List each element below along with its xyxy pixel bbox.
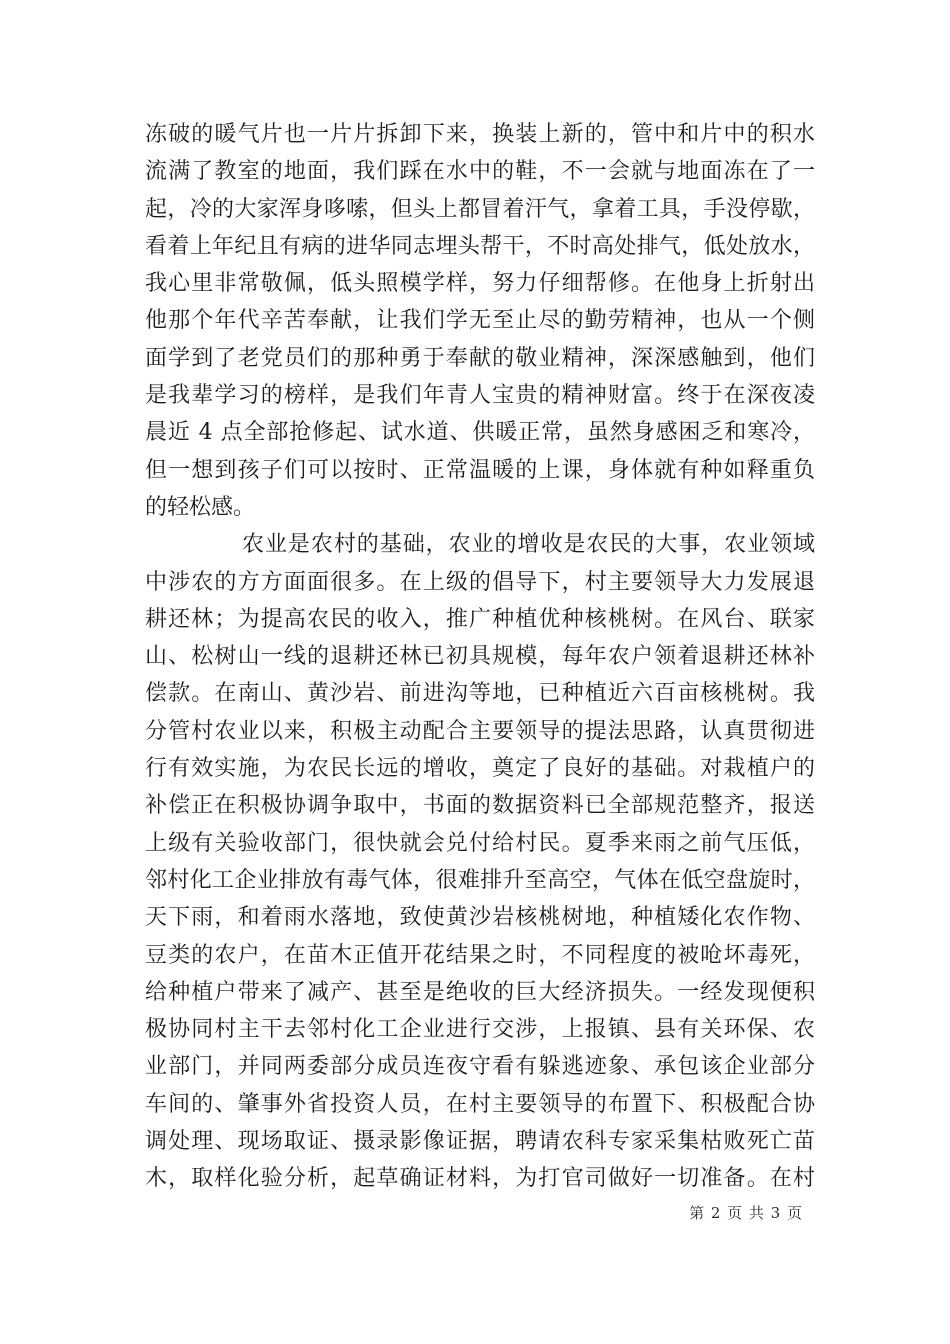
text-line: 中涉农的方方面面很多。在上级的倡导下，村主要领导大力发展退: [145, 569, 815, 595]
text-line: 豆类的农户，在苗木正值开花结果之时，不同程度的被呛坏毒死，: [145, 942, 815, 968]
text-line: 木，取样化验分析，起草确证材料，为打官司做好一切准备。在村: [145, 1166, 815, 1192]
text-line: 流满了教室的地面，我们踩在水中的鞋，不一会就与地面冻在了一: [145, 159, 815, 185]
text-line: 是我辈学习的榜样，是我们年青人宝贵的精神财富。终于在深夜凌: [145, 383, 815, 409]
text-line: 分管村农业以来，积极主动配合主要领导的提法思路，认真贯彻进: [145, 718, 815, 744]
text-line: 冻破的暖气片也一片片拆卸下来，换装上新的，管中和片中的积水: [145, 122, 815, 147]
text-line: 邻村化工企业排放有毒气体，很难排升至高空，气体在低空盘旋时，: [145, 867, 815, 893]
text-line: 面学到了老党员们的那种勇于奉献的敬业精神，深深感触到，他们: [145, 345, 815, 371]
page-number-footer: 第 2 页 共 3 页: [689, 1204, 803, 1222]
text-line: 补偿正在积极协调争取中，书面的数据资料已全部规范整齐，报送: [145, 793, 815, 819]
text-line: 业部门，并同两委部分成员连夜守看有躲逃迹象、承包该企业部分: [145, 1054, 815, 1080]
text-line: 天下雨，和着雨水落地，致使黄沙岩核桃树地，种植矮化农作物、: [145, 905, 815, 931]
text-line: 极协同村主干去邻村化工企业进行交涉，上报镇、县有关环保、农: [145, 1017, 815, 1043]
text-line: 山、松树山一线的退耕还林已初具规模，每年农户领着退耕还林补: [145, 644, 815, 670]
text-line: 上级有关验收部门，很快就会兑付给村民。夏季来雨之前气压低，: [145, 830, 815, 856]
text-line: 他那个年代辛苦奉献，让我们学无至止尽的勤劳精神，也从一个侧: [145, 308, 815, 334]
text-line: 调处理、现场取证、摄录影像证据，聘请农科专家采集枯败死亡苗: [145, 1129, 815, 1155]
text-line: 我心里非常敬佩，低头照模学样，努力仔细帮修。在他身上折射出: [145, 271, 815, 297]
text-line: 农业是农村的基础，农业的增收是农民的大事，农业领域: [242, 532, 815, 558]
document-body: [145, 116, 815, 1198]
text-line: 晨近 4 点全部抢修起、试水道、供暖正常，虽然身感困乏和寒冷，: [145, 420, 815, 446]
text-line: 的轻松感。: [145, 494, 256, 520]
text-line: 给种植户带来了减产、甚至是绝收的巨大经济损失。一经发现便积: [145, 979, 815, 1005]
text-line: 车间的、肇事外省投资人员，在村主要领导的布置下、积极配合协: [145, 1091, 815, 1117]
text-line: 耕还林；为提高农民的收入，推广种植优种核桃树。在风台、联家: [145, 606, 815, 632]
text-line: 行有效实施，为农民长远的增收，奠定了良好的基础。对栽植户的: [145, 756, 815, 782]
text-line: 偿款。在南山、黄沙岩、前进沟等地，已种植近六百亩核桃树。我: [145, 681, 815, 707]
text-line: 但一想到孩子们可以按时、正常温暖的上课，身体就有种如释重负: [145, 457, 815, 483]
text-line: 看着上年纪且有病的进华同志埋头帮干，不时高处排气，低处放水，: [145, 233, 815, 259]
text-line: 起，冷的大家浑身哆嗦，但头上都冒着汗气，拿着工具，手没停歇，: [145, 196, 815, 222]
